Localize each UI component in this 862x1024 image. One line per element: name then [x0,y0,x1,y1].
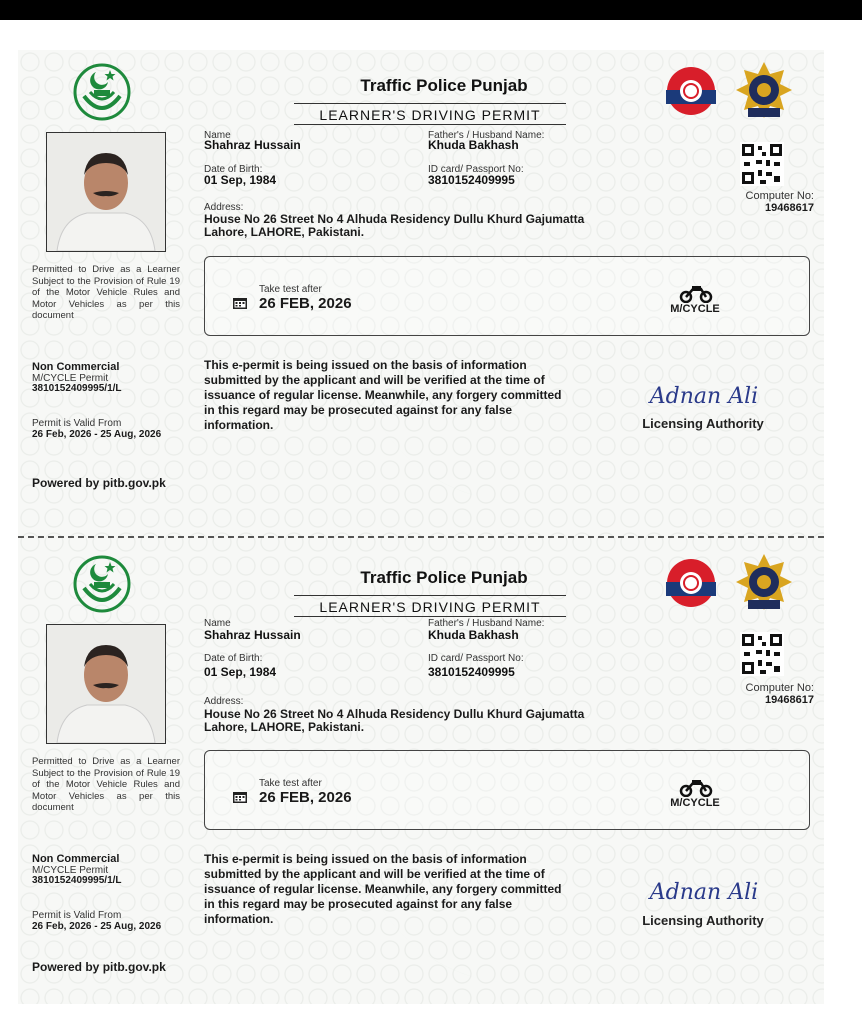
signature-image: Adnan Ali [649,384,759,409]
permit-category: Non Commercial [32,853,120,865]
police-emblem-icon [666,558,716,608]
calendar-icon [233,791,247,803]
cut-line-divider [18,536,824,538]
authority-signature [634,880,774,905]
validity-range: 26 Feb, 2026 - 25 Aug, 2026 [32,429,162,440]
qr-code [740,142,784,186]
address-line-1: House No 26 Street No 4 Alhuda Residency Dullu Khurd Gajumatta [204,707,585,721]
holder-photo [46,624,166,744]
vehicle-category: M/CYCLE [670,303,720,315]
police-emblem-icon [666,66,716,116]
authority-signature [634,384,774,409]
permit-number: 3810152409995/1/L [32,875,122,886]
computer-no: 19468617 [765,694,814,706]
dob-label: Date of Birth: [204,164,263,175]
id-label: ID card/ Passport No: [428,164,524,175]
permit-conditions-note: Permitted to Drive as a Learner Subject to the Provision of Rule 19 of the Motor Vehicle Rules and Motor Vehicles as per this document [32,264,180,321]
name-label: Name [204,618,231,629]
take-test-label: Take test after [259,284,322,295]
father-name: Khuda Bakhash [428,628,519,642]
holder-name: Shahraz Hussain [204,628,301,642]
id-value: 3810152409995 [428,173,515,187]
validity-label: Permit is Valid From [32,418,122,429]
take-test-date: 26 FEB, 2026 [259,789,352,806]
take-test-date: 26 FEB, 2026 [259,295,352,312]
father-label: Father's / Husband Name: [428,618,545,629]
qr-code [740,632,784,676]
permit-number: 3810152409995/1/L [32,383,122,394]
permit-category: Non Commercial [32,361,120,373]
dob-value: 01 Sep, 1984 [204,173,277,187]
motorcycle-icon [679,283,713,303]
motorcycle-icon [679,777,713,797]
calendar-icon [233,297,247,309]
holder-name: Shahraz Hussain [204,138,301,152]
permit-conditions-note: Permitted to Drive as a Learner Subject to the Provision of Rule 19 of the Motor Vehicle Rules and Motor Vehicles as per this document [32,756,180,813]
address-line-2: Lahore, LAHORE, Pakistani. [204,720,365,734]
permit-subtitle: LEARNER'S DRIVING PERMIT [294,103,566,125]
punjab-government-logo [70,554,134,614]
traffic-police-star-badge [734,60,794,124]
powered-by: Powered by pitb.gov.pk [32,476,166,490]
test-date-box [204,256,810,336]
test-date-box [204,750,810,830]
name-label: Name [204,130,231,141]
permit-title: Traffic Police Punjab [360,568,528,587]
traffic-police-star-badge [734,552,794,616]
computer-no-label: Computer No: [745,682,814,694]
address-line-1: House No 26 Street No 4 Alhuda Residency Dullu Khurd Gajumatta [204,212,585,226]
father-label: Father's / Husband Name: [428,130,545,141]
powered-by: Powered by pitb.gov.pk [32,960,166,974]
permit-type-name: M/CYCLE Permit [32,865,109,876]
permit-card [18,50,824,520]
computer-no-label: Computer No: [745,190,814,202]
signature-image: Adnan Ali [649,880,759,905]
father-name: Khuda Bakhash [428,138,519,152]
disclaimer-text: This e-permit is being issued on the basis of information submitted by the applicant and will be verified at the time of issuance of regular license. Meanwhile, any forgery committed in this regard may be prosecuted against for any false information. [204,358,562,432]
licensing-authority-label: Licensing Authority [642,913,764,928]
vehicle-category: M/CYCLE [670,797,720,809]
id-label: ID card/ Passport No: [428,653,524,664]
permit-card [18,542,824,1004]
punjab-government-logo [70,62,134,122]
address-label: Address: [204,696,244,707]
permit-title: Traffic Police Punjab [360,76,528,95]
permit-type-name: M/CYCLE Permit [32,373,109,384]
permit-subtitle: LEARNER'S DRIVING PERMIT [294,595,566,617]
validity-label: Permit is Valid From [32,910,122,921]
permit-sheet [18,50,824,1004]
dob-label: Date of Birth: [204,653,263,664]
address-line-2: Lahore, LAHORE, Pakistani. [204,225,365,239]
disclaimer-text: This e-permit is being issued on the basis of information submitted by the applicant and will be verified at the time of issuance of regular license. Meanwhile, any forgery committed in this regard may be prosecuted against for any false information. [204,852,562,926]
licensing-authority-label: Licensing Authority [642,416,764,431]
dob-value: 01 Sep, 1984 [204,665,277,679]
take-test-label: Take test after [259,778,322,789]
computer-no: 19468617 [765,202,814,214]
status-bar [0,0,862,20]
holder-photo [46,132,166,252]
address-label: Address: [204,202,244,213]
id-value: 3810152409995 [428,665,515,679]
validity-range: 26 Feb, 2026 - 25 Aug, 2026 [32,921,162,932]
